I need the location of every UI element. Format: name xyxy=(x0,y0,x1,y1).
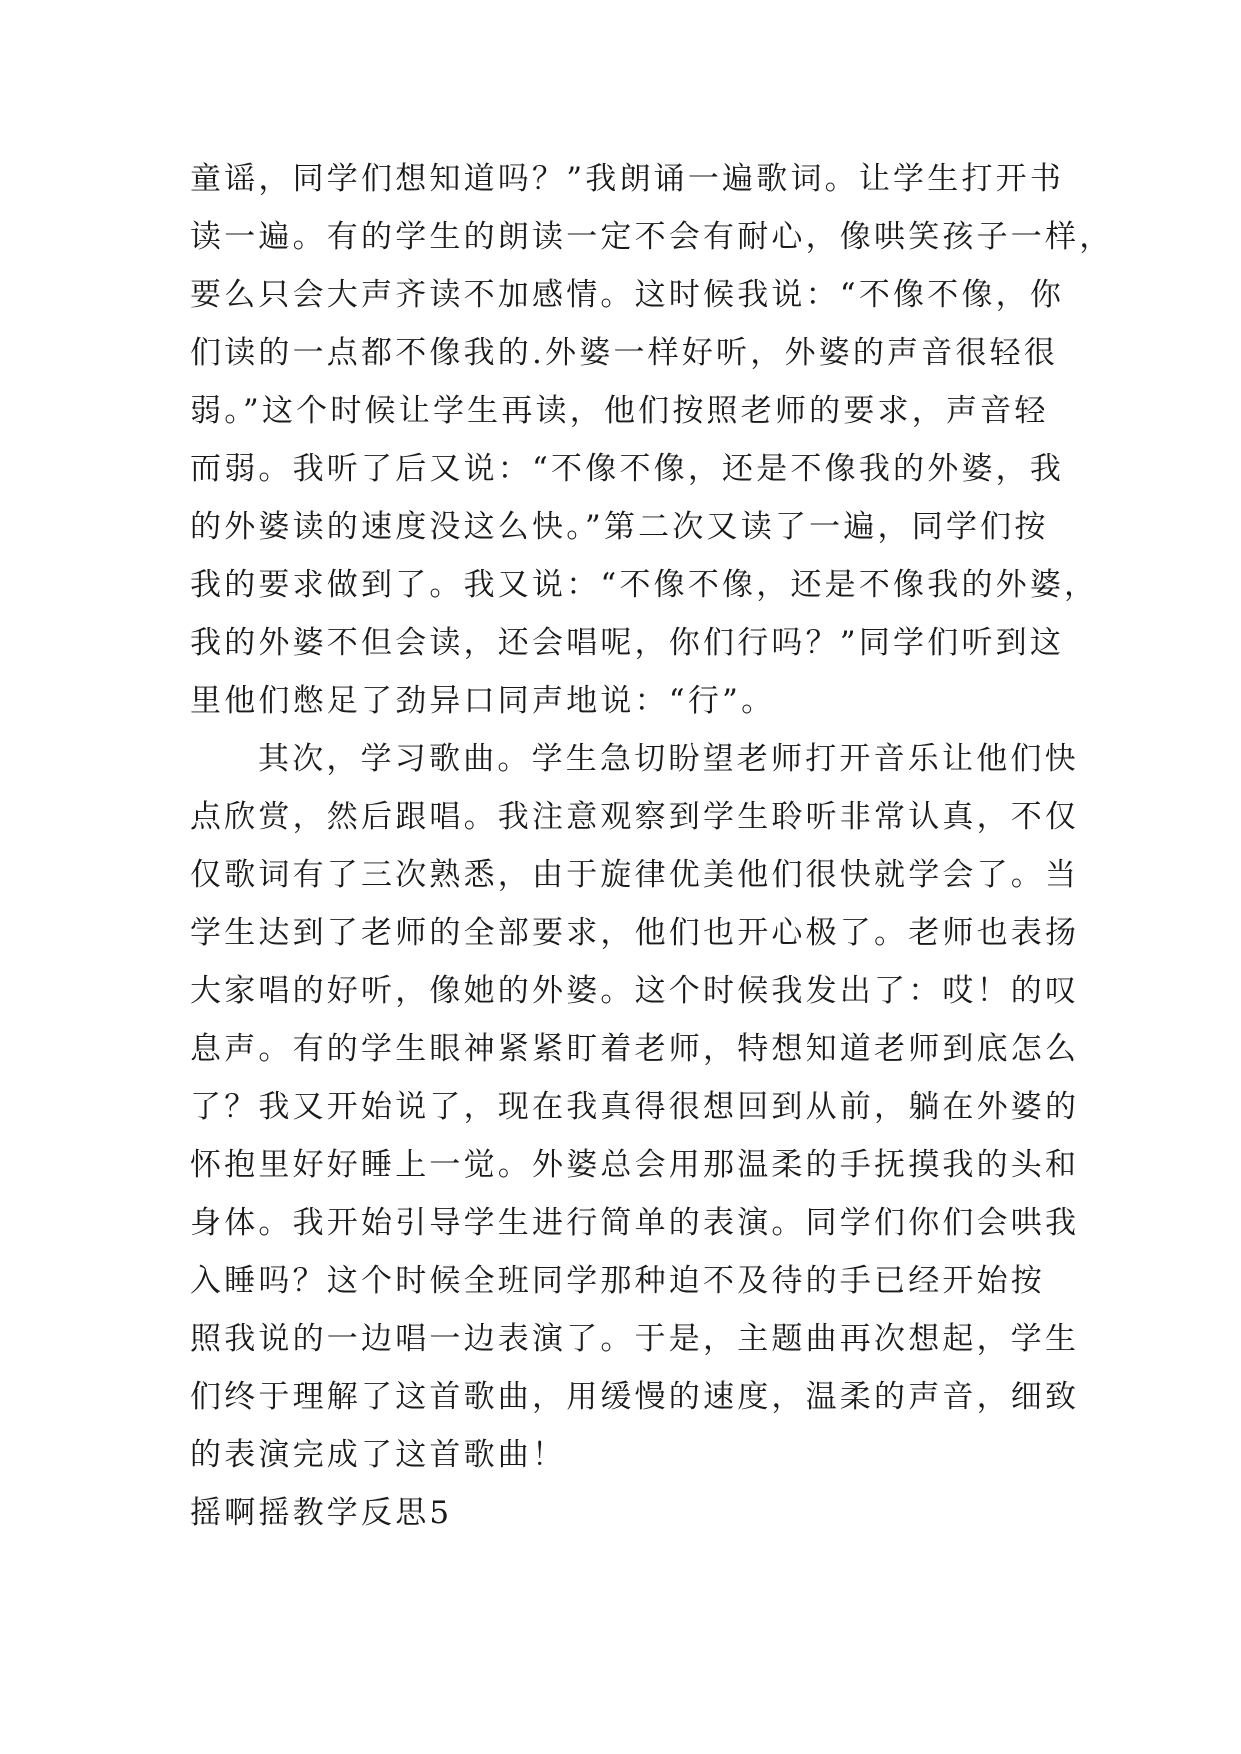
text-line: 要么只会大声齐读不加感情。这时候我说：“不像不像，你 xyxy=(190,277,1065,313)
text-line: 的表演完成了这首歌曲！ xyxy=(190,1437,567,1473)
paragraph-2 xyxy=(190,730,1080,1484)
text-line: 仅歌词有了三次熟悉，由于旋律优美他们很快就学会了。当 xyxy=(190,857,1080,893)
text-line: 弱。”这个时候让学生再读，他们按照老师的要求，声音轻 xyxy=(190,393,1049,429)
text-line: 的外婆读的速度没这么快。”第二次又读了一遍，同学们按 xyxy=(190,509,1049,545)
text-line: 其次，学习歌曲。学生急切盼望老师打开音乐让他们快 xyxy=(258,741,1079,777)
text-line: 我的要求做到了。我又说：“不像不像，还是不像我的外婆， xyxy=(190,567,1099,603)
text-line: 们读的一点都不像我的.外婆一样好听，外婆的声音很轻很 xyxy=(190,335,1059,371)
text-line: 身体。我开始引导学生进行简单的表演。同学们你们会哄我 xyxy=(190,1205,1080,1241)
text-line: 照我说的一边唱一边表演了。于是，主题曲再次想起，学生 xyxy=(190,1321,1080,1357)
text-line: 大家唱的好听，像她的外婆。这个时候我发出了：哎！的叹 xyxy=(190,973,1080,1009)
text-line: 童谣，同学们想知道吗？”我朗诵一遍歌词。让学生打开书 xyxy=(190,161,1065,197)
text-line: 学生达到了老师的全部要求，他们也开心极了。老师也表扬 xyxy=(190,915,1080,951)
text-line: 怀抱里好好睡上一觉。外婆总会用那温柔的手抚摸我的头和 xyxy=(190,1147,1080,1183)
text-line: 点欣赏，然后跟唱。我注意观察到学生聆听非常认真，不仅 xyxy=(190,799,1080,835)
text-line: 我的外婆不但会读，还会唱呢，你们行吗？”同学们听到这 xyxy=(190,625,1065,661)
text-line: 而弱。我听了后又说：“不像不像，还是不像我的外婆，我 xyxy=(190,451,1065,487)
document-body xyxy=(190,150,1114,1542)
text-line: 了？我又开始说了，现在我真得很想回到从前，躺在外婆的 xyxy=(190,1089,1080,1125)
text-line: 读一遍。有的学生的朗读一定不会有耐心，像哄笑孩子一样， xyxy=(190,219,1114,255)
section-heading: 摇啊摇教学反思5 xyxy=(190,1495,453,1531)
text-line: 里他们憋足了劲异口同声地说：“行”。 xyxy=(190,683,776,719)
text-line: 息声。有的学生眼神紧紧盯着老师，特想知道老师到底怎么 xyxy=(190,1031,1080,1067)
paragraph-1 xyxy=(190,150,1114,730)
text-line: 们终于理解了这首歌曲，用缓慢的速度，温柔的声音，细致 xyxy=(190,1379,1080,1415)
text-line: 入睡吗？这个时候全班同学那种迫不及待的手已经开始按 xyxy=(190,1263,1045,1299)
